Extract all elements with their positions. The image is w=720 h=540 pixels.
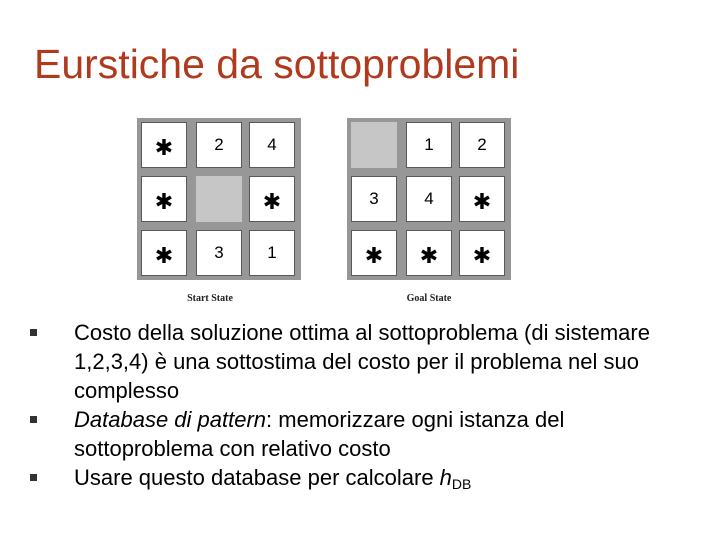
bullet-emphasis: Database di pattern <box>74 407 267 432</box>
goal-tile-7: ✱ <box>351 230 397 276</box>
bullet-text: Usare questo database per calcolare <box>74 465 440 490</box>
start-tile-1: ✱ <box>141 122 187 168</box>
start-blank-tile <box>196 176 242 222</box>
square-bullet-icon <box>30 474 37 481</box>
goal-state-caption: Goal State <box>406 293 452 304</box>
square-bullet-icon <box>30 329 37 336</box>
goal-tile-3: 2 <box>459 122 505 168</box>
goal-tile-9: ✱ <box>459 230 505 276</box>
heuristic-subscript: DB <box>451 476 472 492</box>
start-tile-3: 4 <box>249 122 295 168</box>
start-tile-2: 2 <box>196 122 242 168</box>
goal-state-puzzle <box>347 118 511 280</box>
goal-blank-tile <box>351 122 397 168</box>
bullet-text: : memorizzare ogni istanza del sottoproblema con relativo costo <box>74 407 565 461</box>
bullet-item <box>30 463 700 492</box>
start-state-puzzle <box>137 118 301 280</box>
start-tile-6: ✱ <box>249 176 295 222</box>
start-tile-4: ✱ <box>141 176 187 222</box>
start-state-caption: Start State <box>187 293 233 304</box>
square-bullet-icon <box>30 416 37 423</box>
goal-tile-6: ✱ <box>459 176 505 222</box>
bullet-text: Costo della soluzione ottima al sottoproblema (di sistemare 1,2,3,4) è una sottostima del costo per il problema nel suo complesso <box>74 320 650 403</box>
start-tile-9: 1 <box>249 230 295 276</box>
goal-tile-4: 3 <box>351 176 397 222</box>
goal-tile-5: 4 <box>406 176 452 222</box>
bullet-item <box>30 405 700 463</box>
slide-title: Eurstiche da sottoproblemi <box>34 41 520 87</box>
start-tile-8: 3 <box>196 230 242 276</box>
goal-tile-8: ✱ <box>406 230 452 276</box>
bullet-item <box>30 318 700 405</box>
start-tile-7: ✱ <box>141 230 187 276</box>
bullet-list <box>30 318 700 492</box>
goal-tile-2: 1 <box>406 122 452 168</box>
heuristic-symbol: h <box>439 465 452 490</box>
